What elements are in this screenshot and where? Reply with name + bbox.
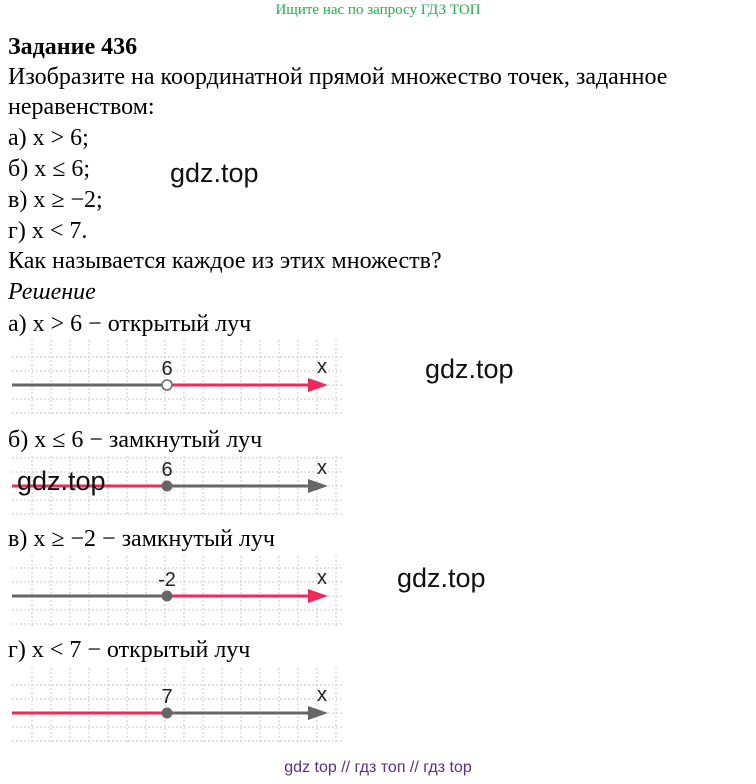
axis-arrow-icon — [308, 479, 328, 493]
open-point — [162, 380, 172, 390]
task-item-c: в) x ≥ −2; — [8, 187, 103, 213]
point-label: 7 — [161, 686, 173, 708]
task-item-b: б) x ≤ 6; — [8, 156, 91, 182]
answer-c-label: в) x ≥ −2 − замкнутый луч — [8, 526, 275, 552]
axis-arrow-icon — [308, 706, 328, 720]
task-item-d: г) x < 7. — [8, 218, 88, 244]
task-text-line-2: неравенством: — [8, 94, 155, 120]
watermark-gdz-top: gdz.top — [397, 563, 486, 593]
axis-label: x — [317, 567, 327, 589]
point-label: 6 — [161, 358, 173, 380]
axis-arrow-icon — [308, 589, 328, 603]
axis-label: x — [317, 684, 327, 706]
task-question: Как называется каждое из этих множеств? — [8, 248, 442, 274]
point-label: -2 — [158, 569, 176, 591]
number-line-c — [12, 556, 347, 626]
top-banner: Ищите нас по запросу ГДЗ ТОП — [275, 2, 481, 18]
number-line-a — [12, 340, 347, 415]
watermark-gdz-top: gdz.top — [425, 354, 514, 384]
axis-label: x — [317, 356, 327, 378]
watermark-gdz-top: gdz.top — [170, 158, 259, 188]
answer-d-label: г) x < 7 − открытый луч — [8, 637, 251, 663]
footer-links: gdz top // гдз топ // гдз top — [284, 759, 472, 776]
solution-label: Решение — [8, 279, 96, 305]
closed-point — [162, 481, 173, 492]
answer-a-label: а) x > 6 − открытый луч — [8, 311, 252, 337]
closed-point — [162, 708, 173, 719]
task-text-line-1: Изобразите на координатной прямой множество точек, заданное — [8, 64, 668, 90]
axis-label: x — [317, 457, 327, 479]
axis-arrow-icon — [308, 378, 328, 392]
watermark-gdz-top: gdz.top — [17, 466, 106, 496]
task-title: Задание 436 — [8, 34, 138, 60]
point-label: 6 — [161, 459, 173, 481]
closed-point — [162, 591, 173, 602]
task-item-a: а) x > 6; — [8, 125, 89, 151]
number-line-d — [12, 668, 347, 743]
answer-b-label: б) x ≤ 6 − замкнутый луч — [8, 427, 263, 453]
